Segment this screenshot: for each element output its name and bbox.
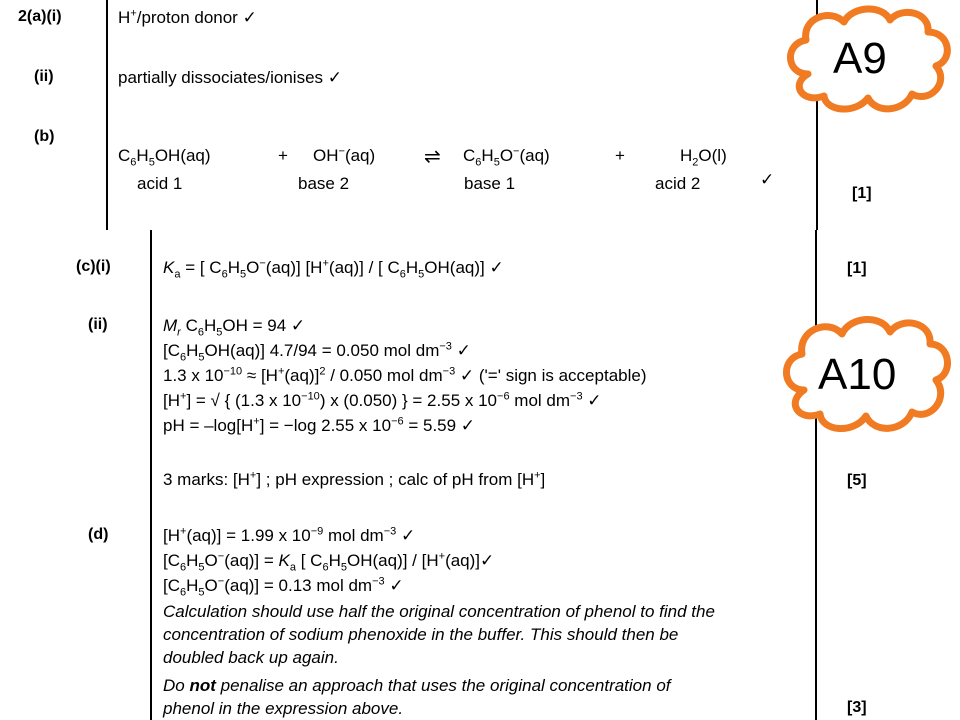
equation-check: ✓ xyxy=(760,170,775,189)
equation-plus-1: + xyxy=(278,146,288,165)
marks-note-cii: 3 marks: [H+] ; pH expression ; calc of pH from [H+] xyxy=(163,469,546,489)
answer-column-rule-top xyxy=(106,0,108,230)
answer-cii-line-2: $[C_6H_5OH(aq)] 4.7/94 = 0.050$ mol $dm^{-3}$ ✓ xyxy=(163,340,471,364)
answer-2aii: partially dissociates/ionises ✓ xyxy=(118,68,343,87)
equation-water: $H_2O(l)$ xyxy=(680,146,727,169)
cloud-a10-label: A10 xyxy=(818,350,897,399)
marks-column-rule-bottom xyxy=(815,230,817,720)
guidance-line-4: Do not penalise an approach that uses the original concentration of xyxy=(163,676,671,695)
answer-cii-line-1: $M_r$ $C_6H_5OH = 94$ ✓ xyxy=(163,316,306,339)
equation-equilibrium-arrow: ⇌ xyxy=(424,146,441,168)
answer-cii-line-4: [H+] = √ { (1.3 x $10^{-10}$) x (0.050) } = 2.55 x $10^{-6}$ mol $dm^{-3}$ ✓ xyxy=(163,390,602,410)
answer-ci: $K_a$ = [ $C_6H_5O^-(aq)$] [H+(aq)] / [ $C_6H_5OH(aq)$] ✓ xyxy=(163,257,504,281)
cloud-a9-label: A9 xyxy=(833,34,887,83)
question-label-ci: (c)(i) xyxy=(76,258,111,275)
equation-hydroxide: OH−(aq) xyxy=(313,145,376,165)
answer-cii-line-5: pH = –log[H+] = −log 2.55 x $10^{-6} = 5.59$ ✓ xyxy=(163,415,476,435)
guidance-line-2: concentration of sodium phenoxide in the buffer. This should then be xyxy=(163,625,679,644)
question-label-2b: (b) xyxy=(34,128,55,145)
label-acid-2: acid 2 xyxy=(655,174,701,193)
label-base-1: base 1 xyxy=(464,174,516,193)
mark-2b: [1] xyxy=(852,185,872,202)
mark-ci: [1] xyxy=(847,260,867,277)
mark-d: [3] xyxy=(847,699,867,716)
mark-cii: [5] xyxy=(847,472,867,489)
question-label-d: (d) xyxy=(88,526,109,543)
equation-phenol: $C_6H_5OH(aq)$ xyxy=(118,146,211,169)
equation-phenoxide: $C_6H_5O^-(aq)$ xyxy=(463,145,550,169)
answer-d-line-3: $[C_6H_5O^-(aq)] = 0.13$ mol $dm^{-3}$ ✓ xyxy=(163,575,404,599)
answer-d-line-2: $[C_6H_5O^-(aq)] = K_a$ [ $C_6H_5OH(aq)$] / [H+(aq)]✓ xyxy=(163,550,495,574)
guidance-line-5: phenol in the expression above. xyxy=(163,699,404,718)
question-label-2ai: 2(a)(i) xyxy=(18,8,62,25)
answer-d-line-1: [H+(aq)] = 1.99 x $10^{-9}$ mol $dm^{-3}$ ✓ xyxy=(163,525,416,545)
guidance-line-3: doubled back up again. xyxy=(163,648,339,667)
answer-column-rule-bottom xyxy=(150,230,152,720)
answer-2ai: H+/proton donor ✓ xyxy=(118,7,257,27)
question-label-2aii: (ii) xyxy=(34,68,54,85)
guidance-line-1: Calculation should use half the original concentration of phenol to find the xyxy=(163,602,715,621)
answer-cii-line-3: 1.3 x $10^{-10} \approx [H^+(aq)]^2 / 0.050$ mol $dm^{-3}$ ✓ ('=' sign is acceptable) xyxy=(163,365,647,385)
equation-plus-2: + xyxy=(615,146,625,165)
label-acid-1: acid 1 xyxy=(137,174,183,193)
label-base-2: base 2 xyxy=(298,174,350,193)
question-label-cii: (ii) xyxy=(88,316,108,333)
